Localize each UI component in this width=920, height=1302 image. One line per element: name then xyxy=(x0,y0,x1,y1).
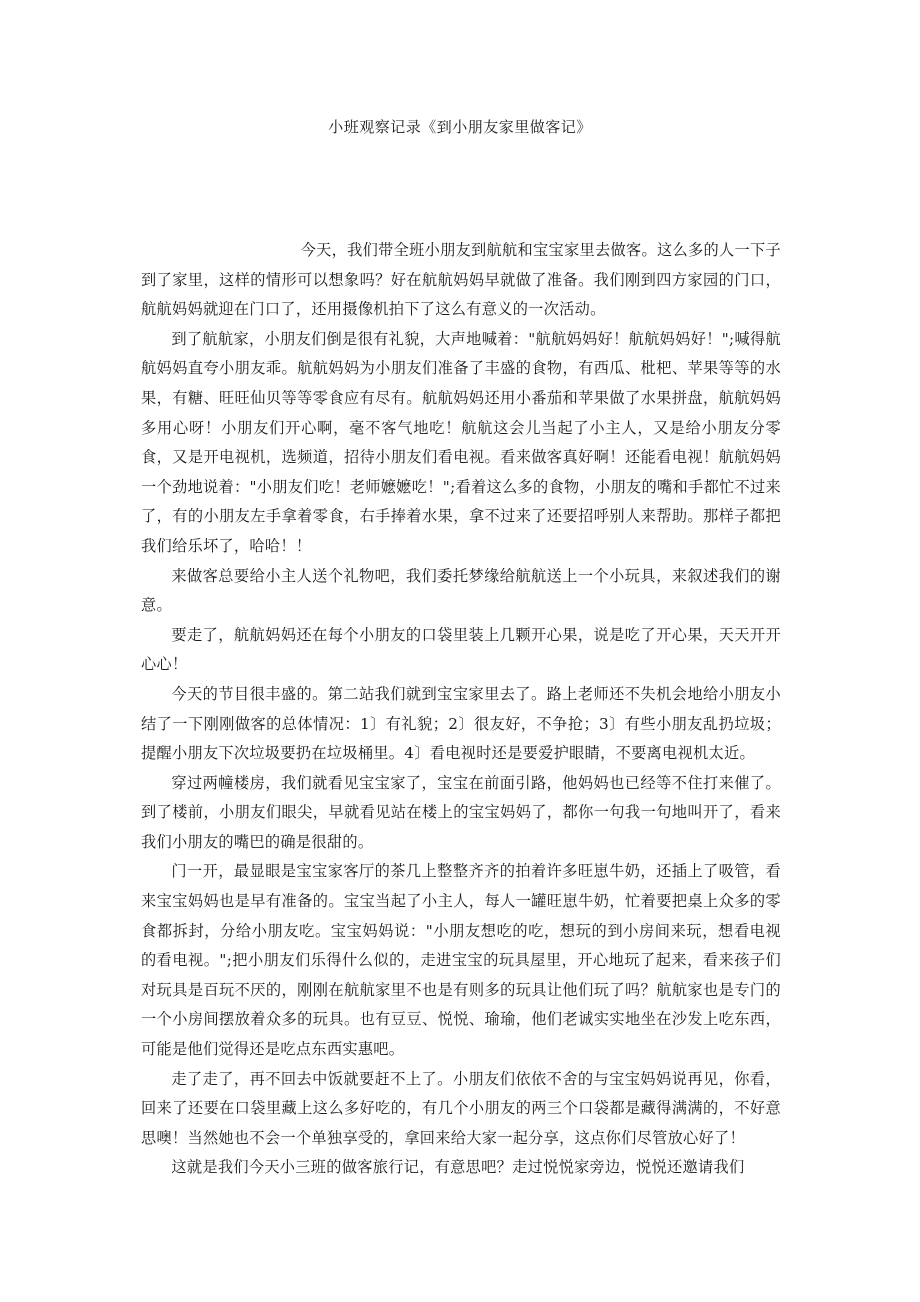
paragraph-9: 这就是我们今天小三班的做客旅行记，有意思吧？走过悦悦家旁边，悦悦还邀请我们 xyxy=(171,1158,745,1177)
paragraph-8: 走了走了，再不回去中饭就要赶不上了。小朋友们依依不舍的与宝宝妈妈说再见，你看，回来了还要在口袋里藏上这么多好吃的，有几个小朋友的两三个口袋都是藏得满满的，不好意思噢！当然她也不会一个单独享受的，拿回来给大家一起分享，这点你们尽管放心好了！ xyxy=(141,1069,781,1147)
paragraph-2: 到了航航家，小朋友们倒是很有礼貌，大声地喊着："航航妈妈好！航航妈妈好！";喊得航航妈妈直夸小朋友乖。航航妈妈为小朋友们准备了丰盛的食物，有西瓜、枇杷、苹果等等的水果，有糖、旺旺仙贝等等零食应有尽有。航航妈妈还用小番茄和苹果做了水果拼盘，航航妈妈多用心呀！小朋友们开心啊，毫不客气地吃！航航这会儿当起了小主人，又是给小朋友分零食，又是开电视机，选频道，招待小朋友们看电视。看来做客真好啊！还能看电视！航航妈妈一个劲地说着："小朋友们吃！老师嬷嬷吃！";看着这么多的食物，小朋友的嘴和手都忙不过来了，有的小朋友左手拿着零食，右手捧着水果，拿不过来了还要招呼别人来帮助。那样子都把我们给乐坏了，哈哈！！ xyxy=(141,329,781,555)
paragraph-3: 来做客总要给小主人送个礼物吧，我们委托梦缘给航航送上一个小玩具，来叙述我们的谢意。 xyxy=(141,566,781,615)
document-title: 小班观察记录《到小朋友家里做客记》 xyxy=(328,118,592,136)
paragraph-6: 穿过两幢楼房，我们就看见宝宝家了，宝宝在前面引路，他妈妈也已经等不住打来催了。到了楼前，小朋友们眼尖，早就看见站在楼上的宝宝妈妈了，都你一句我一句地叫开了，看来我们小朋友的嘴巴的确是很甜的。 xyxy=(141,773,781,851)
paragraph-4: 要走了，航航妈妈还在每个小朋友的口袋里装上几颗开心果，说是吃了开心果，天天开开心心！ xyxy=(141,625,781,674)
paragraph-5: 今天的节目很丰盛的。第二站我们就到宝宝家里去了。路上老师还不失机会地给小朋友小结了一下刚刚做客的总体情况：1〕有礼貌；2〕很友好，不争抢；3〕有些小朋友乱扔垃圾；提醒小朋友下次垃圾要扔在垃圾桶里。4〕看电视时还是要爱护眼睛，不要离电视机太近。 xyxy=(141,684,781,763)
document-body xyxy=(141,236,781,1183)
paragraph-7: 门一开，最显眼是宝宝家客厅的茶几上整整齐齐的拍着许多旺崽牛奶，还插上了吸管，看来宝宝妈妈也是早有准备的。宝宝当起了小主人，每人一罐旺崽牛奶，忙着要把桌上众多的零食都拆封，分给小朋友吃。宝宝妈妈说："小朋友想吃的吃，想玩的到小房间来玩，想看电视的看电视。";把小朋友们乐得什么似的，走进宝宝的玩具屋里，开心地玩了起来，看来孩子们对玩具是百玩不厌的，刚刚在航航家里不也是有则多的玩具让他们玩了吗？航航家也是专门的一个小房间摆放着众多的玩具。也有豆豆、悦悦、瑜瑜，他们老诚实实地坐在沙发上吃东西，可能是他们觉得还是吃点东西实惠吧。 xyxy=(141,862,781,1059)
paragraph-1: 今天，我们带全班小朋友到航航和宝宝家里去做客。这么多的人一下子到了家里，这样的情形可以想象吗？好在航航妈妈早就做了准备。我们刚到四方家园的门口，航航妈妈就迎在门口了，还用摄像机拍下了这么有意义的一次活动。 xyxy=(141,241,781,319)
